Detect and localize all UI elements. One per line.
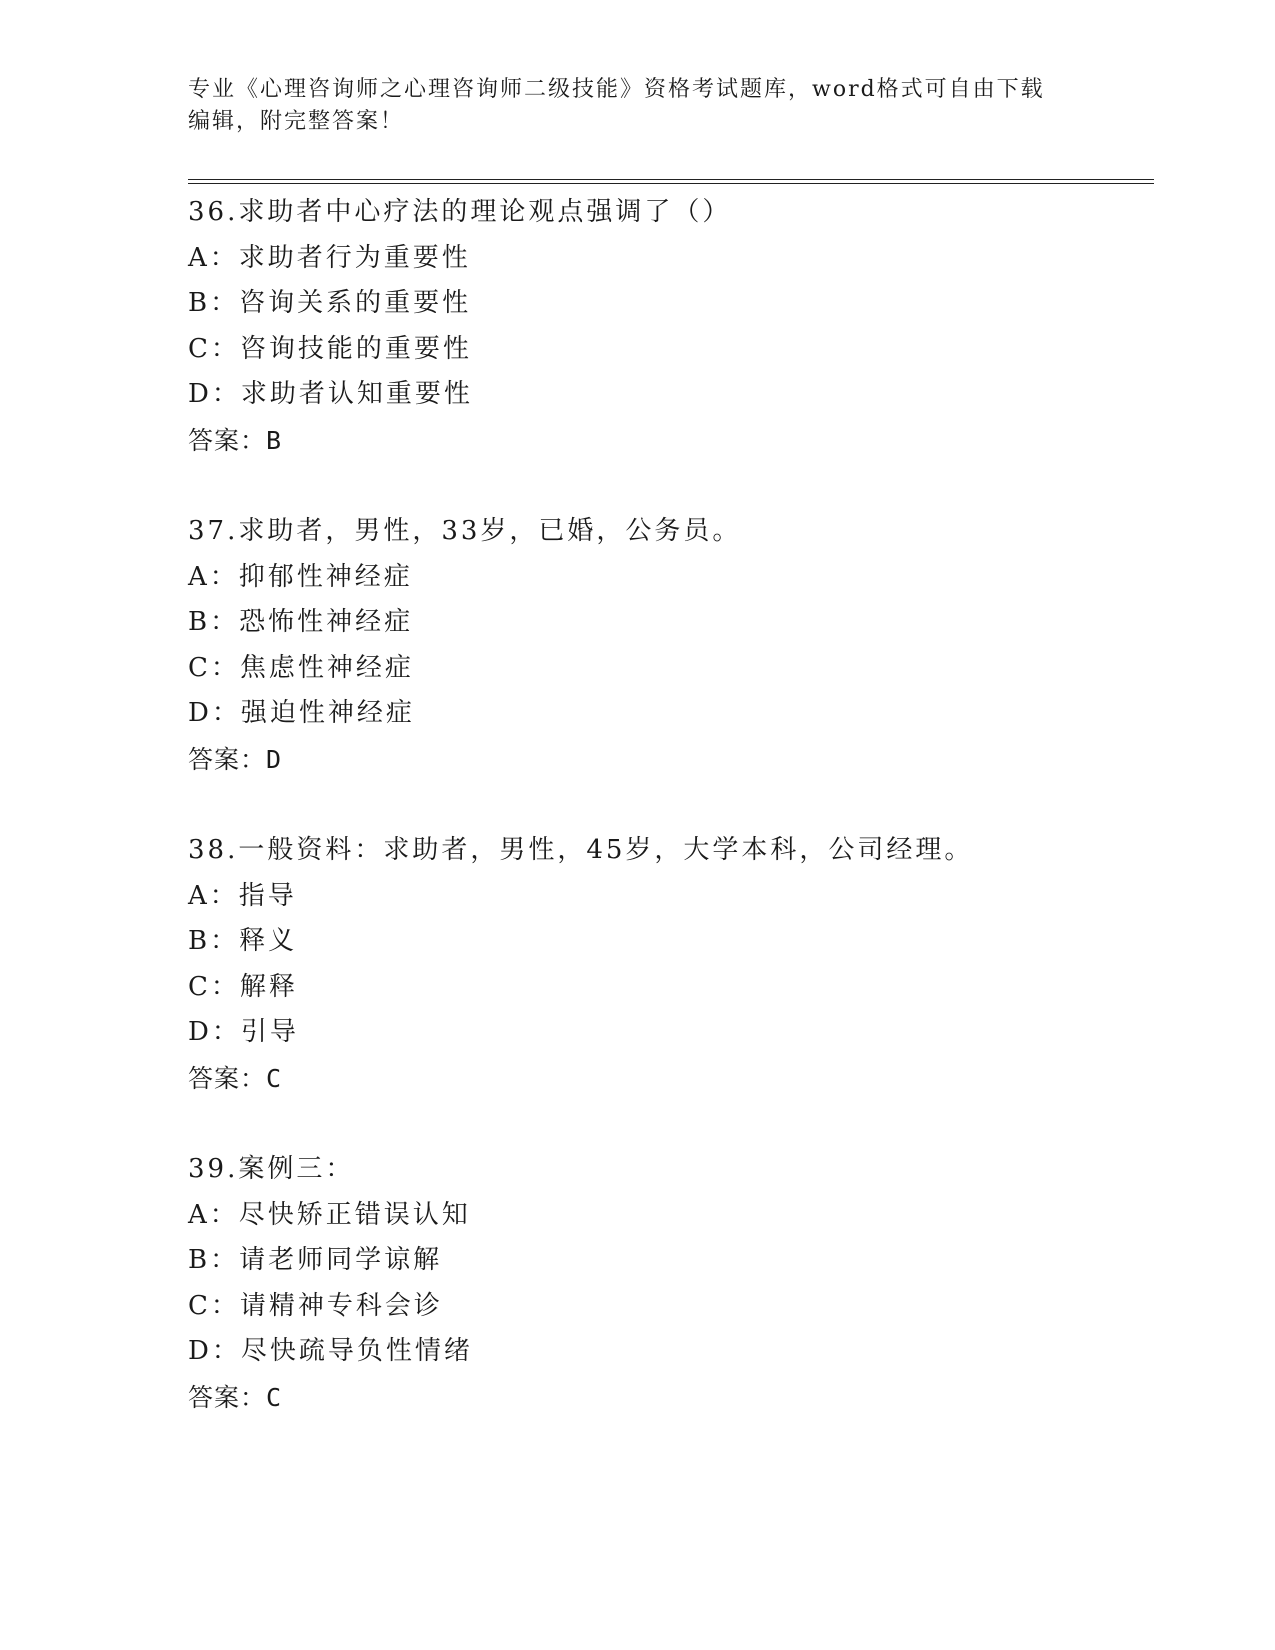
option-a: A：抑郁性神经症 xyxy=(188,561,413,592)
question-39 xyxy=(188,1147,1148,1420)
question-stem: 39.案例三： xyxy=(188,1154,355,1184)
question-stem: 38.一般资料：求助者，男性，45岁，大学本科，公司经理。 xyxy=(188,835,974,865)
question-37 xyxy=(188,509,1148,782)
question-36 xyxy=(188,190,1148,463)
option-a: A：求助者行为重要性 xyxy=(188,242,471,273)
option-d: D：引导 xyxy=(188,1017,299,1047)
option-d: D：求助者认知重要性 xyxy=(188,379,473,409)
option-a: A：指导 xyxy=(188,880,297,911)
header-divider-top xyxy=(188,179,1154,180)
question-stem: 37.求助者，男性，33岁，已婚，公务员。 xyxy=(188,516,742,546)
option-c: C：解释 xyxy=(188,971,298,1002)
answer-line: 答案：C xyxy=(188,1382,283,1412)
option-c: C：请精神专科会诊 xyxy=(188,1290,443,1321)
option-b: B：请老师同学谅解 xyxy=(188,1245,443,1275)
option-d: D：尽快疏导负性情绪 xyxy=(188,1336,473,1366)
option-d: D：强迫性神经症 xyxy=(188,698,415,728)
option-b: B：咨询关系的重要性 xyxy=(188,288,472,318)
answer-line: 答案：B xyxy=(188,425,283,455)
document-header xyxy=(188,74,1088,138)
answer-line: 答案：C xyxy=(188,1063,283,1093)
header-divider-bottom xyxy=(188,183,1154,184)
header-line-2: 编辑，附完整答案！ xyxy=(188,109,405,134)
answer-line: 答案：D xyxy=(188,744,283,774)
option-a: A：尽快矫正错误认知 xyxy=(188,1199,471,1230)
option-c: C：焦虑性神经症 xyxy=(188,652,414,683)
option-b: B：释义 xyxy=(188,926,298,956)
option-b: B：恐怖性神经症 xyxy=(188,607,414,637)
question-stem: 36.求助者中心疗法的理论观点强调了（） xyxy=(188,197,732,227)
question-38 xyxy=(188,828,1148,1101)
option-c: C：咨询技能的重要性 xyxy=(188,333,472,364)
header-line-1: 专业《心理咨询师之心理咨询师二级技能》资格考试题库，word格式可自由下载 xyxy=(188,77,1045,102)
